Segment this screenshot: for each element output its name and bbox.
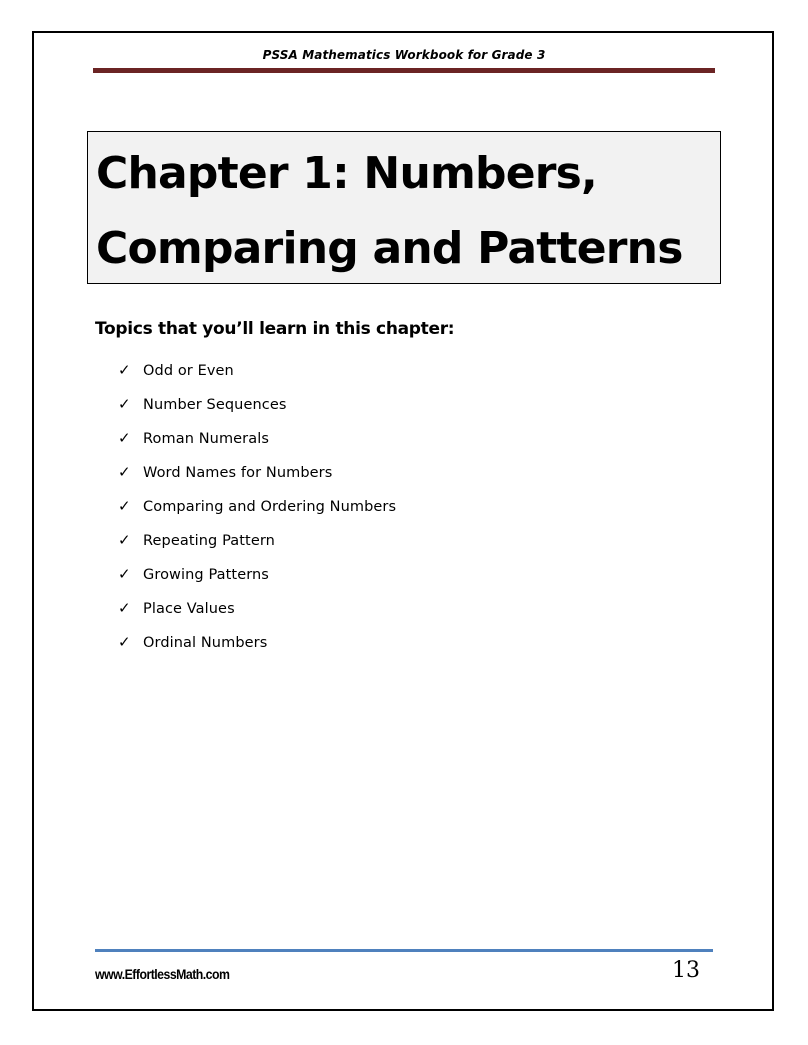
list-item bbox=[118, 563, 396, 597]
topics-heading: Topics that you’ll learn in this chapter: bbox=[95, 319, 455, 339]
topic-label: Repeating Pattern bbox=[143, 533, 275, 549]
topic-label: Roman Numerals bbox=[143, 431, 270, 447]
topic-label: Comparing and Ordering Numbers bbox=[143, 499, 397, 515]
checkmark-icon: ✓ bbox=[118, 497, 131, 515]
checkmark-icon: ✓ bbox=[118, 463, 131, 481]
checkmark-icon: ✓ bbox=[118, 429, 131, 447]
footer-website: www.EffortlessMath.com bbox=[95, 966, 230, 982]
list-item bbox=[118, 393, 396, 427]
topic-label: Number Sequences bbox=[143, 397, 287, 413]
list-item bbox=[118, 359, 396, 393]
list-item bbox=[118, 495, 396, 529]
chapter-title bbox=[96, 136, 720, 286]
topic-label: Odd or Even bbox=[143, 363, 234, 379]
topic-list bbox=[118, 359, 396, 665]
list-item bbox=[118, 427, 396, 461]
list-item bbox=[118, 597, 396, 631]
checkmark-icon: ✓ bbox=[118, 599, 131, 617]
list-item bbox=[118, 529, 396, 563]
page-number: 13 bbox=[672, 958, 700, 983]
chapter-title-line-2: Comparing and Patterns bbox=[96, 223, 683, 274]
topic-label: Place Values bbox=[143, 601, 235, 617]
list-item bbox=[118, 631, 396, 665]
topic-label: Growing Patterns bbox=[143, 567, 269, 583]
footer-divider bbox=[95, 949, 713, 952]
running-header: PSSA Mathematics Workbook for Grade 3 bbox=[262, 48, 546, 62]
checkmark-icon: ✓ bbox=[118, 361, 131, 379]
checkmark-icon: ✓ bbox=[118, 395, 131, 413]
list-item bbox=[118, 461, 396, 495]
checkmark-icon: ✓ bbox=[118, 633, 131, 651]
checkmark-icon: ✓ bbox=[118, 531, 131, 549]
header-divider bbox=[93, 68, 715, 73]
chapter-title-box bbox=[87, 131, 721, 284]
chapter-title-line-1: Chapter 1: Numbers, bbox=[96, 148, 597, 199]
checkmark-icon: ✓ bbox=[118, 565, 131, 583]
topic-label: Ordinal Numbers bbox=[143, 635, 268, 651]
topic-label: Word Names for Numbers bbox=[143, 465, 333, 481]
